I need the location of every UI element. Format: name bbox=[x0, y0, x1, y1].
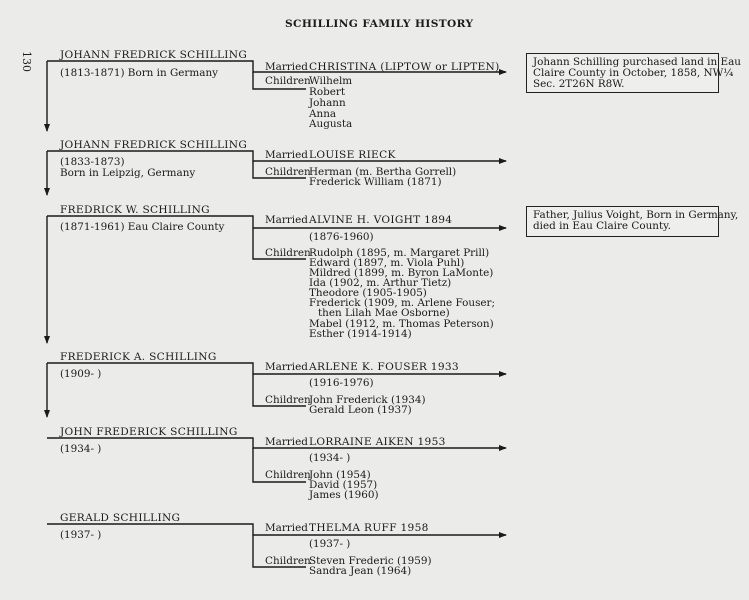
gen1-dates: (1813-1871) Born in Germany bbox=[60, 67, 219, 79]
gen6-dates: (1937- ) bbox=[60, 529, 102, 541]
gen3-spouse: ALVINE H. VOIGHT 1894 bbox=[309, 214, 453, 226]
gen1-married-label: Married bbox=[265, 61, 308, 73]
gen4-children-label: Children bbox=[265, 394, 311, 406]
gen6-name: GERALD SCHILLING bbox=[60, 512, 181, 524]
gen4-married-label: Married bbox=[265, 361, 308, 373]
gen2-spouse: LOUISE RIECK bbox=[309, 149, 396, 161]
gen1-spouse: CHRISTINA (LIPTOW or LIPTEN) bbox=[309, 61, 500, 73]
gen3-married-label: Married bbox=[265, 214, 308, 226]
gen6-spouse: THELMA RUFF 1958 bbox=[309, 522, 429, 534]
page-number: 130 bbox=[20, 51, 33, 72]
gen3-child: Theodore (1905-1905) bbox=[309, 287, 427, 299]
gen4-spouse-dates: (1916-1976) bbox=[309, 377, 374, 389]
gen5-child: James (1960) bbox=[309, 489, 379, 501]
gen5-married-label: Married bbox=[265, 436, 308, 448]
gen1-child: Johann bbox=[309, 97, 346, 109]
gen2-children-label: Children bbox=[265, 166, 311, 178]
gen1-note-line: Claire County in October, 1858, NW¼ bbox=[533, 67, 734, 79]
gen3-note-line: Father, Julius Voight, Born in Germany, bbox=[533, 209, 739, 221]
gen4-name: FREDERICK A. SCHILLING bbox=[60, 351, 217, 363]
gen4-spouse: ARLENE K. FOUSER 1933 bbox=[309, 361, 459, 373]
gen5-children-label: Children bbox=[265, 469, 311, 481]
gen5-spouse-dates: (1934- ) bbox=[309, 452, 351, 464]
gen5-dates: (1934- ) bbox=[60, 443, 102, 455]
gen3-child: Mabel (1912, m. Thomas Peterson) bbox=[309, 318, 494, 330]
gen6-child: Steven Frederic (1959) bbox=[309, 555, 432, 567]
gen1-note-line: Sec. 2T26N R8W. bbox=[533, 78, 625, 90]
gen5-child: John (1954) bbox=[309, 469, 371, 481]
gen4-child: Gerald Leon (1937) bbox=[309, 404, 412, 416]
gen4-dates: (1909- ) bbox=[60, 368, 102, 380]
gen3-child: Mildred (1899, m. Byron LaMonte) bbox=[309, 267, 494, 279]
gen5-spouse: LORRAINE AIKEN 1953 bbox=[309, 436, 446, 448]
gen5-child: David (1957) bbox=[309, 479, 378, 491]
gen6-spouse-dates: (1937- ) bbox=[309, 538, 351, 550]
gen6-child: Sandra Jean (1964) bbox=[309, 565, 412, 577]
gen3-children-label: Children bbox=[265, 247, 311, 259]
gen3-dates: (1871-1961) Eau Claire County bbox=[60, 221, 225, 233]
page-title: SCHILLING FAMILY HISTORY bbox=[285, 18, 474, 30]
gen3-spouse-dates: (1876-1960) bbox=[309, 231, 374, 243]
gen2-child: Frederick William (1871) bbox=[309, 176, 442, 188]
gen1-note-box bbox=[526, 53, 741, 93]
gen1-note-line: Johann Schilling purchased land in Eau bbox=[533, 56, 741, 68]
gen2-name: JOHANN FREDRICK SCHILLING bbox=[60, 139, 248, 151]
gen6-children-label: Children bbox=[265, 555, 311, 567]
gen2-birthplace: Born in Leipzig, Germany bbox=[60, 167, 196, 179]
gen1-child: Anna bbox=[309, 108, 337, 120]
gen3-note-box bbox=[526, 206, 739, 237]
gen5-name: JOHN FREDERICK SCHILLING bbox=[60, 426, 238, 438]
gen2-dates: (1833-1873) bbox=[60, 156, 125, 168]
gen3-child: Frederick (1909, m. Arlene Fouser; bbox=[309, 297, 496, 309]
gen2-married-label: Married bbox=[265, 149, 308, 161]
gen1-child: Wilhelm bbox=[309, 75, 353, 87]
gen3-child: Esther (1914-1914) bbox=[309, 328, 412, 340]
gen1-child: Augusta bbox=[309, 118, 353, 130]
gen1-name: JOHANN FREDRICK SCHILLING bbox=[60, 49, 248, 61]
gen1-child: Robert bbox=[309, 86, 346, 98]
gen3-child: Rudolph (1895, m. Margaret Prill) bbox=[309, 247, 490, 259]
gen6-married-label: Married bbox=[265, 522, 308, 534]
gen3-name: FREDRICK W. SCHILLING bbox=[60, 204, 210, 216]
gen3-note-line: died in Eau Claire County. bbox=[533, 220, 671, 232]
gen3-child: Ida (1902, m. Arthur Tietz) bbox=[309, 277, 452, 289]
gen2-child: Herman (m. Bertha Gorrell) bbox=[309, 166, 457, 178]
gen1-children-label: Children bbox=[265, 75, 311, 87]
gen3-child: Edward (1897, m. Viola Puhl) bbox=[309, 257, 465, 269]
gen4-child: John Frederick (1934) bbox=[309, 394, 426, 406]
gen3-child-continued: then Lilah Mae Osborne) bbox=[318, 307, 450, 319]
